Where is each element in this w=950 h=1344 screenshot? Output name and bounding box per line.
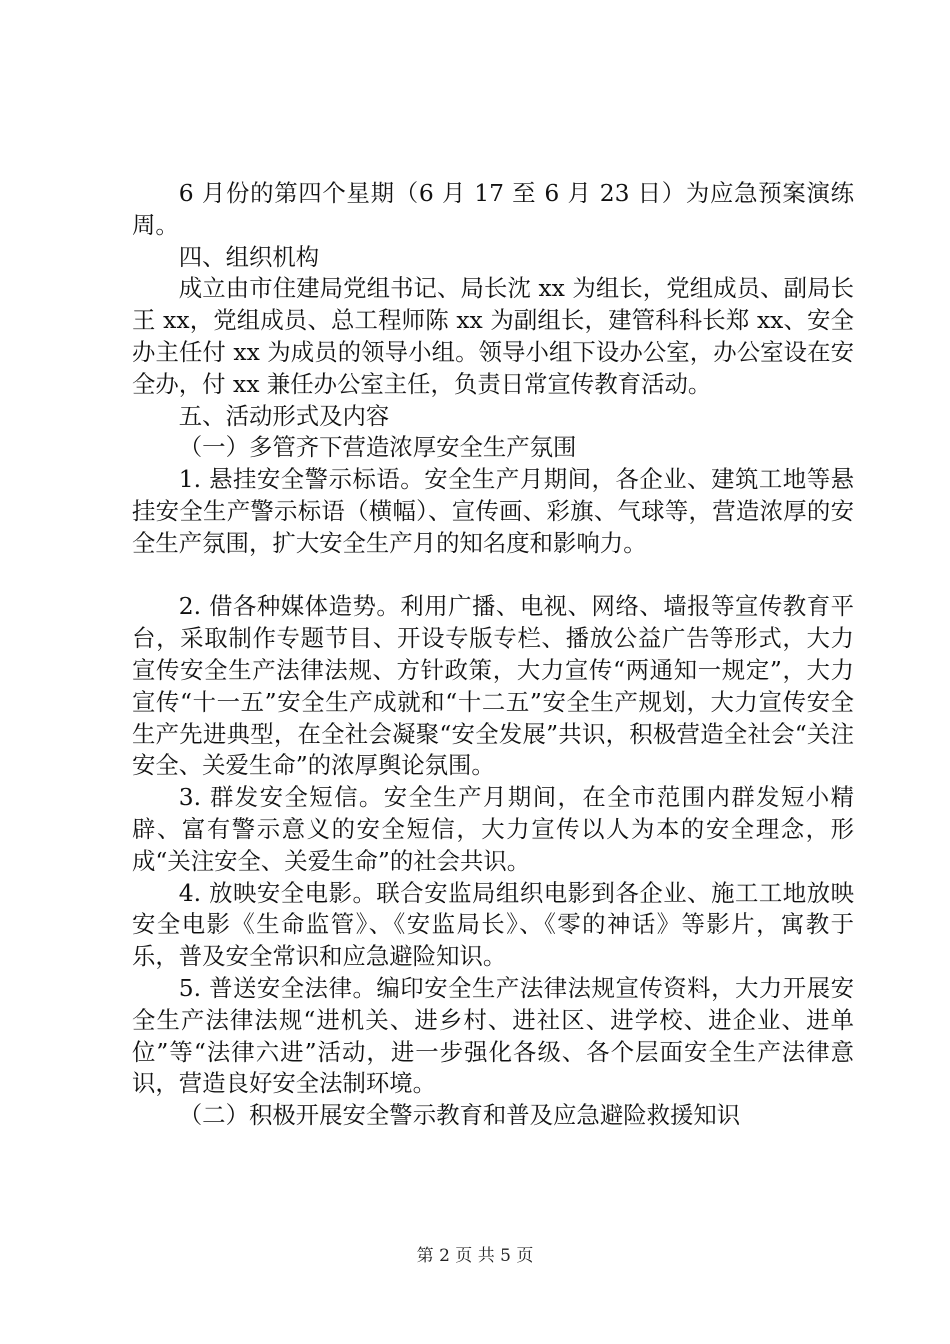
paragraph-slogans: 1. 悬挂安全警示标语。安全生产月期间，各企业、建筑工地等悬挂安全生产警示标语（横幅）、宣传画、彩旗、气球等，营造浓厚的安全生产氛围，扩大安全生产月的知名度和影响力。 bbox=[132, 465, 854, 557]
subheading-atmosphere: （一）多管齐下营造浓厚安全生产氛围 bbox=[178, 433, 577, 462]
heading-organization: 四、组织机构 bbox=[178, 242, 320, 271]
paragraph-law: 5. 普送安全法律。编印安全生产法律法规宣传资料，大力开展安全生产法律法规“进机关、进乡村、进社区、进学校、进企业、进单位”等“法律六进”活动，进一步强化各级、各个层面安全生产法律意识，营造良好安全法制环境。 bbox=[132, 973, 854, 1098]
heading-activity-forms: 五、活动形式及内容 bbox=[178, 401, 390, 430]
subheading-warning-education: （二）积极开展安全警示教育和普及应急避险救援知识 bbox=[178, 1101, 741, 1130]
paragraph-films: 4. 放映安全电影。联合安监局组织电影到各企业、施工工地放映安全电影《生命监管》、《安监局长》、《零的神话》等影片，寓教于乐，普及安全常识和应急避险知识。 bbox=[132, 878, 854, 971]
paragraph-media: 2. 借各种媒体造势。利用广播、电视、网络、墙报等宣传教育平台，采取制作专题节目、开设专版专栏、播放公益广告等形式，大力宣传安全生产法律法规、方针政策，大力宣传“两通知一规定”，大力宣传“十一五”安全生产成就和“十二五”安全生产规划，大力宣传安全生产先进典型，在全社会凝聚“安全发展”共识，积极营造全社会“关注安全、关爱生命”的浓厚舆论氛围。 bbox=[132, 592, 854, 780]
paragraph-leadership-group: 成立由市住建局党组书记、局长沈 xx 为组长，党组成员、副局长王 xx，党组成员、总工程师陈 xx 为副组长，建管科科长郑 xx、安全办主任付 xx 为成员的领导小组。领导小组下设办公室，办公室设在安全办，付 xx 兼任办公室主任，负责日常宣传教育活动。 bbox=[132, 274, 854, 398]
page-number-footer: 第 2 页 共 5 页 bbox=[416, 1246, 534, 1266]
document-body bbox=[132, 178, 854, 1132]
paragraph-sms: 3. 群发安全短信。安全生产月期间，在全市范围内群发短小精辟、富有警示意义的安全短信，大力宣传以人为本的安全理念，形成“关注安全、关爱生命”的社会共识。 bbox=[132, 783, 854, 875]
paragraph-drill-week: 6 月份的第四个星期（6 月 17 至 6 月 23 日）为应急预案演练周。 bbox=[132, 179, 854, 239]
